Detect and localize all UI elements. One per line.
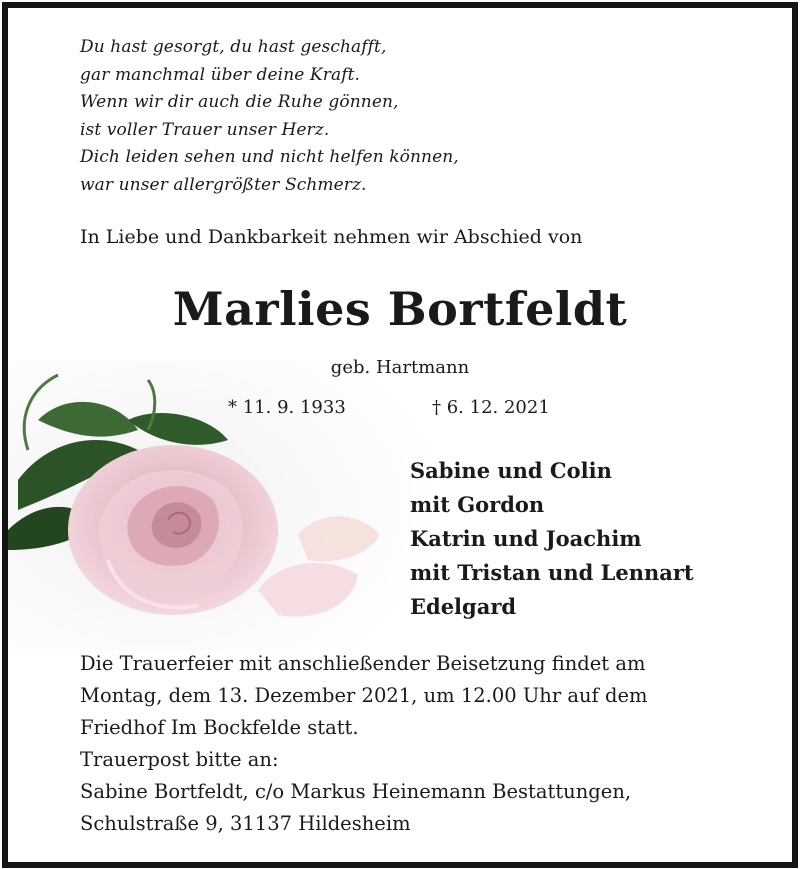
rose-icon [8,360,428,650]
poem-line: Wenn wir dir auch die Ruhe gönnen, [80,92,399,112]
service-line: Die Trauerfeier mit anschließender Beisetzung findet am [80,652,646,675]
poem-line: Du hast gesorgt, du hast geschafft, [80,37,387,57]
address-line: Sabine Bortfeldt, c/o Markus Heinemann Bestattungen, [80,780,632,803]
birth-date: * 11. 9. 1933 [228,397,346,418]
service-line: Montag, dem 13. Dezember 2021, um 12.00 Uhr auf dem [80,684,648,707]
mourner: Edelgard [410,594,517,619]
poem-line: Dich leiden sehen und nicht helfen können, [80,147,459,167]
poem-line: ist voller Trauer unser Herz. [80,119,330,140]
mourner: Sabine und Colin [410,458,612,483]
condolence-address [80,744,631,840]
mourner: mit Gordon [410,492,545,517]
poem [80,34,459,199]
service-details [80,648,647,744]
deceased-name: Marlies Bortfeldt [172,282,628,336]
mourner: mit Tristan und Lennart [410,560,694,585]
mourner: Katrin und Joachim [410,526,642,551]
farewell-intro: In Liebe und Dankbarkeit nehmen wir Abschied von [80,226,583,248]
mourners-list [410,454,694,624]
address-line: Trauerpost bitte an: [80,748,279,771]
address-line: Schulstraße 9, 31137 Hildesheim [80,812,411,835]
poem-line: gar manchmal über deine Kraft. [80,64,361,85]
death-date: † 6. 12. 2021 [432,397,550,418]
birth-name: geb. Hartmann [330,357,470,378]
poem-line: war unser allergrößter Schmerz. [80,174,367,195]
service-line: Friedhof Im Bockfelde statt. [80,716,359,739]
